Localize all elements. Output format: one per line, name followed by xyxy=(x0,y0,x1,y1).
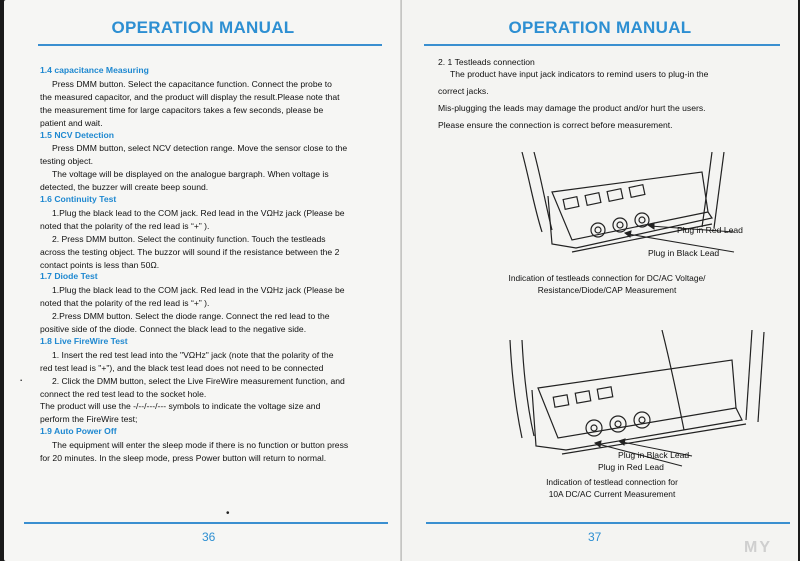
left-page-header: OPERATION MANUAL xyxy=(111,18,295,37)
body-text-line: 1. Insert the red test lead into the "VΩHz" jack (note that the polarity of the xyxy=(52,349,334,360)
body-text-line: detected, the buzzer will create beep sound. xyxy=(40,182,209,193)
body-text-line: red test lead is "+"), and the black test lead does not need to be connected xyxy=(40,362,324,373)
left-page xyxy=(4,0,402,561)
figure2-caption-line: Indication of testlead connection for xyxy=(546,477,678,487)
body-text-line: connect the red test lead to the socket hole. xyxy=(40,388,207,399)
right-section-title: 2. 1 Testleads connection xyxy=(438,57,535,67)
body-text-line: The equipment will enter the sleep mode if there is no function or button press xyxy=(52,440,349,451)
body-text-line: across the testing object. The buzzor will sound if the resistance between the 2 xyxy=(40,246,340,257)
body-text-line: 2.Press DMM button. Select the diode range. Connect the red lead to the xyxy=(52,311,330,322)
section-heading: 1.9 Auto Power Off xyxy=(40,426,117,437)
watermark: MY xyxy=(744,539,772,556)
section-heading: 1.8 Live FireWire Test xyxy=(40,335,128,346)
right-paragraph-line: Please ensure the connection is correct before measurement. xyxy=(438,120,673,130)
body-text-line: Press DMM button, select NCV detection range. Move the sensor close to the xyxy=(52,143,348,154)
body-text-line: 2. Press DMM button. Select the continuity function. Touch the testleads xyxy=(52,233,326,244)
body-text-line: positive side of the diode. Connect the black lead to the negative side. xyxy=(40,324,307,334)
body-text-line: the measured capacitor, and the product will display the result.Please note that xyxy=(40,91,340,102)
label-plug-red-lead-current: Plug in Red Lead xyxy=(598,462,664,472)
section-heading: 1.6 Continuity Test xyxy=(40,194,117,204)
body-text-line: perform the FireWire test; xyxy=(40,414,138,425)
right-paragraph-line: Mis-plugging the leads may damage the product and/or hurt the users. xyxy=(438,103,706,113)
body-text-line: The voltage will be displayed on the analogue bargraph. When voltage is xyxy=(52,169,329,180)
body-text-line: 1.Plug the black lead to the COM jack. Red lead in the VΩHz jack (Please be xyxy=(52,285,345,296)
right-paragraph-line: The product have input jack indicators to remind users to plug-in the xyxy=(450,69,709,79)
body-text-line: testing object. xyxy=(40,156,94,167)
body-text-line: noted that the polarity of the red lead is “+” ). xyxy=(40,220,210,231)
figure2-caption xyxy=(472,477,752,500)
left-footer-rule xyxy=(24,522,388,524)
body-text-line: noted that the polarity of the red lead is “+” ). xyxy=(40,298,210,309)
body-text-line: the measurement time for large capacitors takes a few seconds, please be xyxy=(40,104,324,115)
section-heading: 1.7 Diode Test xyxy=(40,271,98,282)
right-header-rule xyxy=(424,44,780,46)
body-text-line: 1.Plug the black lead to the COM jack. Red lead in the VΩHz jack (Please be xyxy=(52,207,345,218)
right-footer-rule xyxy=(426,522,790,524)
figure1-caption-line: Indication of testleads connection for DC/AC Voltage/ xyxy=(508,273,706,283)
figure1-caption xyxy=(462,273,752,296)
label-plug-red-lead: Plug in Red Lead xyxy=(677,225,743,235)
left-header-rule xyxy=(38,44,382,46)
right-page xyxy=(402,0,798,561)
jack-diagram-current xyxy=(502,330,792,470)
body-text-line: Press DMM button. Select the capacitance function. Connect the probe to xyxy=(52,78,332,89)
body-text-line: contact points is less than 50Ω. xyxy=(40,259,160,270)
right-page-number: 37 xyxy=(588,530,602,544)
label-plug-black-lead: Plug in Black Lead xyxy=(648,248,720,258)
figure1-caption-line: Resistance/Diode/CAP Measurement xyxy=(537,284,677,295)
body-text-line: for 20 minutes. In the sleep mode, press Power button will return to normal. xyxy=(40,453,327,463)
left-page-number: 36 xyxy=(202,530,216,544)
margin-dot: · xyxy=(19,372,24,387)
right-paragraph-line: correct jacks. xyxy=(438,86,489,96)
figure2-caption-line: 10A DC/AC Current Measurement xyxy=(548,488,676,499)
body-text-line: patient and wait. xyxy=(40,117,103,128)
body-text-line: 2. Click the DMM button, select the Live FireWire measurement function, and xyxy=(52,375,345,386)
bottom-dot: • xyxy=(226,508,230,519)
body-text-line: The product will use the -/--/---/--- symbols to indicate the voltage size and xyxy=(40,401,321,412)
label-plug-black-lead-current: Plug in Black Lead xyxy=(618,450,690,460)
section-heading: 1.5 NCV Detection xyxy=(40,129,115,140)
right-page-header: OPERATION MANUAL xyxy=(508,18,692,37)
section-heading: 1.4 capacitance Measuring xyxy=(40,65,149,75)
